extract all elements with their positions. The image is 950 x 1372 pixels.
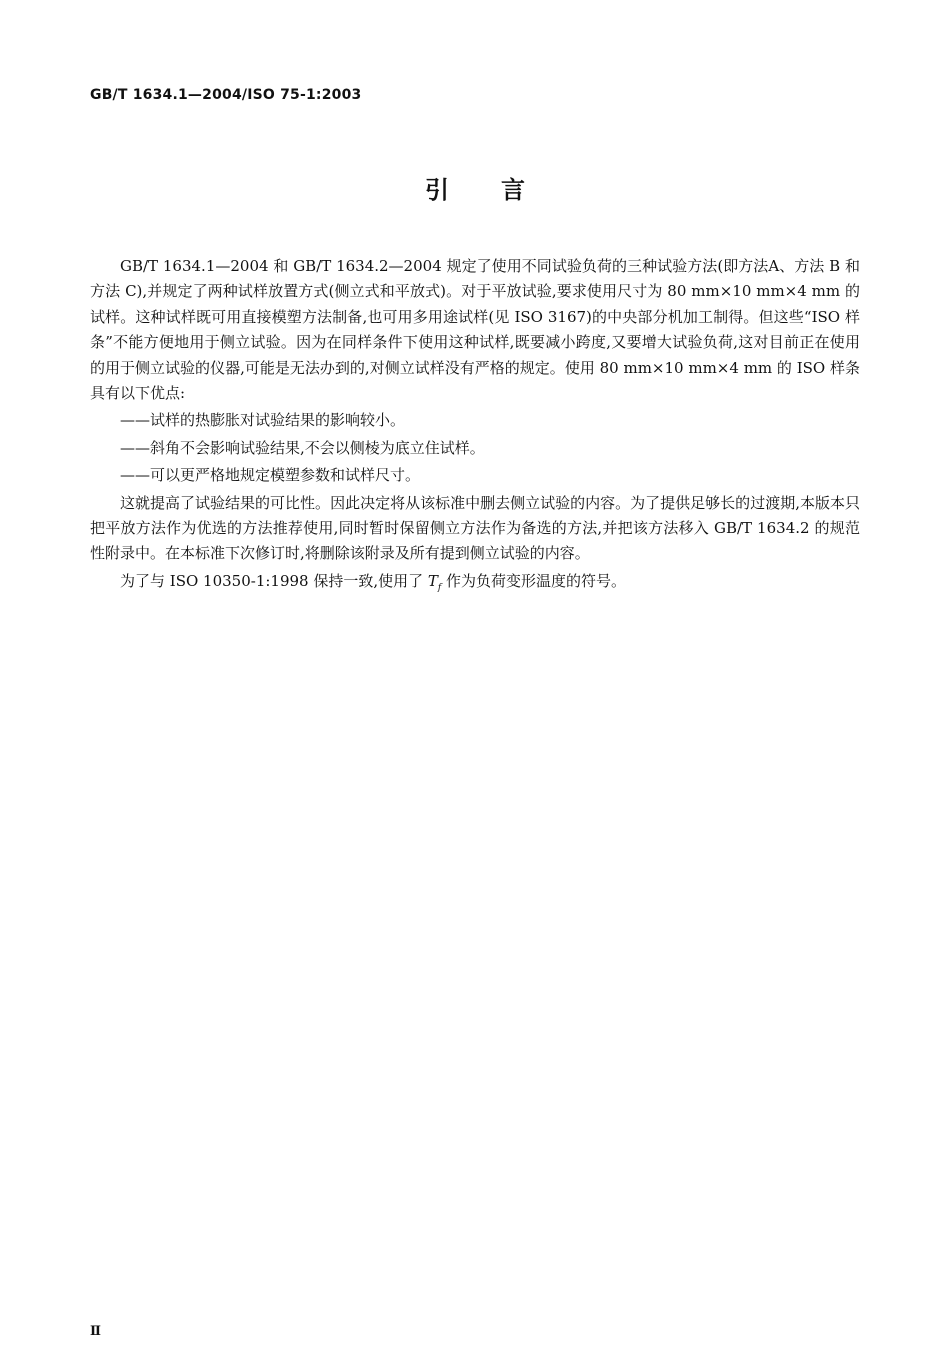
- symbol-letter: T: [427, 571, 438, 590]
- paragraph-decision: 这就提高了试验结果的可比性。因此决定将从该标准中删去侧立试验的内容。为了提供足够长的过渡期,本版本只把平放方法作为优选的方法推荐使用,同时暂时保留侧立方法作为备选的方法,并把该方法移入 GB/T 1634.2 的规范性附录中。在本标准下次修订时,将删除该附录及所有提到侧立试验的内容。: [90, 493, 860, 563]
- standard-header: GB/T 1634.1—2004/ISO 75-1:2003: [90, 87, 362, 103]
- paragraph-intro: GB/T 1634.1—2004 和 GB/T 1634.2—2004 规定了使用不同试验负荷的三种试验方法(即方法A、方法 B 和方法 C),并规定了两种试样放置方式(侧立式和平放式)。对于平放试验,要求使用尺寸为 80 mm×10 mm×4 mm 的试样。这种试样既可用直接模塑方法制备,也可用多用途试样(见 ISO 3167)的中央部分机加工制得。但这些“ISO 样条”不能方便地用于侧立试验。因为在同样条件下使用这种试样,既要减小跨度,又要增大试验负荷,这对目前正在使用的用于侧立试验的仪器,可能是无法办到的,对侧立试样没有严格的规定。使用 80 mm×10 mm×4 mm 的 ISO 样条具有以下优点:: [90, 257, 860, 403]
- list-item-advantage-1: ——试样的热膨胀对试验结果的影响较小。: [120, 411, 406, 430]
- temperature-symbol: [427, 571, 442, 593]
- list-item-advantage-2: ——斜角不会影响试验结果,不会以侧棱为底立住试样。: [120, 438, 485, 457]
- page-number: Ⅱ: [90, 1324, 101, 1339]
- symbol-text-after: 作为负荷变形温度的符号。: [441, 571, 627, 590]
- symbol-subscript: f: [437, 582, 442, 593]
- document-body: [90, 254, 860, 603]
- symbol-text-before: 为了与 ISO 10350-1:1998 保持一致,使用了: [120, 571, 428, 590]
- list-item-advantage-3: ——可以更严格地规定模塑参数和试样尺寸。: [120, 466, 421, 485]
- paragraph-symbol: [90, 569, 860, 601]
- page-title: 引言: [425, 176, 577, 204]
